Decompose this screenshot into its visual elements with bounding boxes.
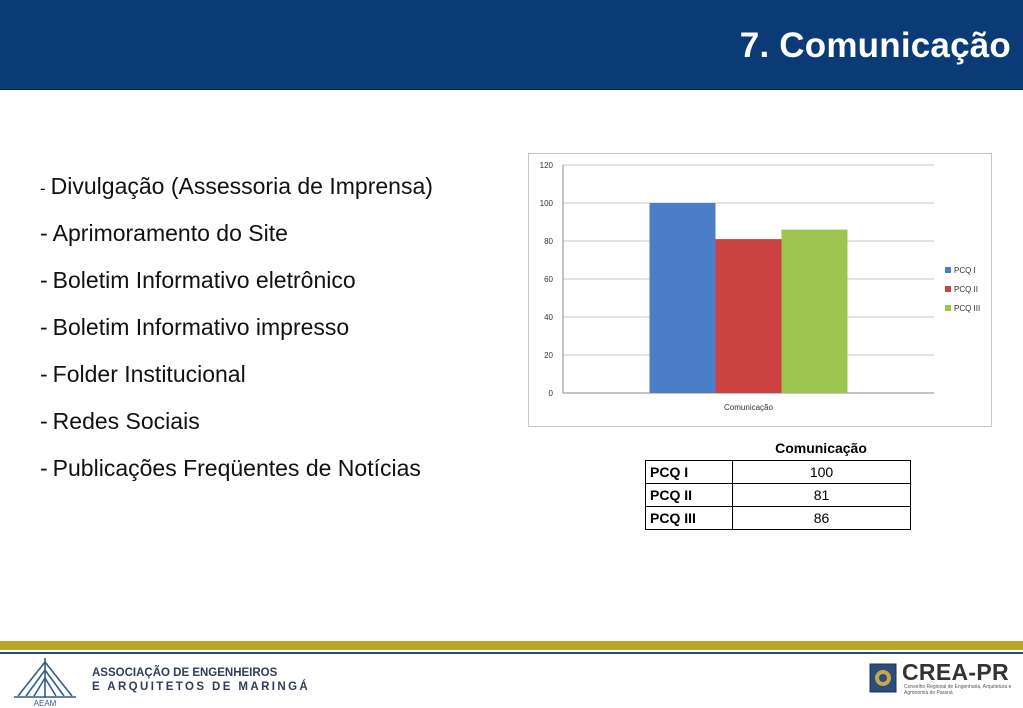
bullet-dash: -	[40, 314, 48, 340]
table-row-value: 86	[733, 507, 911, 530]
legend-swatch	[945, 267, 951, 273]
table-row-label: PCQ II	[646, 484, 733, 507]
crea-logo-icon	[869, 663, 897, 693]
table-row	[646, 484, 911, 507]
table-row-label: PCQ III	[646, 507, 733, 530]
bullet-text: Divulgação (Assessoria de Imprensa)	[50, 173, 433, 199]
table-caption: Comunicação	[775, 440, 867, 456]
bullet-item	[40, 452, 433, 499]
bullet-dash: -	[40, 455, 48, 481]
bar	[650, 203, 716, 393]
bullet-item	[40, 170, 433, 217]
aeam-logo-icon	[8, 656, 82, 708]
table-row	[646, 461, 911, 484]
legend-label: PCQ II	[954, 285, 979, 294]
bullet-dash: -	[40, 179, 46, 198]
bullet-text: Redes Sociais	[52, 408, 200, 434]
table-row-value: 81	[733, 484, 911, 507]
bullet-dash: -	[40, 361, 48, 387]
footer-line	[0, 652, 1023, 654]
bullet-dash: -	[40, 267, 48, 293]
aeam-name	[92, 666, 310, 694]
bullet-text: Boletim Informativo eletrônico	[52, 267, 356, 293]
aeam-name-line1: ASSOCIAÇÃO DE ENGENHEIROS	[92, 667, 278, 679]
y-tick-label: 60	[544, 275, 553, 284]
y-tick-label: 120	[539, 161, 553, 170]
crea-subtitle: Conselho Regional de Engenharia, Arquitetura e Agronomia do Paraná	[904, 684, 1012, 696]
bar-chart	[528, 153, 992, 427]
bullet-text: Folder Institucional	[52, 361, 246, 387]
legend-swatch	[945, 286, 951, 292]
bar	[716, 239, 782, 393]
bullet-item	[40, 311, 433, 358]
bullet-dash: -	[40, 408, 48, 434]
y-tick-label: 0	[548, 389, 553, 398]
bullet-item	[40, 217, 433, 264]
bullet-text: Aprimoramento do Site	[52, 220, 288, 246]
legend-label: PCQ III	[954, 304, 981, 313]
y-tick-label: 100	[539, 199, 553, 208]
y-tick-label: 40	[544, 313, 553, 322]
bar	[782, 230, 848, 393]
y-tick-label: 80	[544, 237, 553, 246]
table-row-label: PCQ I	[646, 461, 733, 484]
legend-label: PCQ I	[954, 266, 976, 275]
crea-name: CREA-PR	[902, 659, 1009, 685]
bar-chart-svg	[529, 154, 991, 426]
bullet-text: Publicações Freqüentes de Notícias	[52, 455, 421, 481]
x-category-label: Comunicação	[724, 403, 773, 412]
bullet-item	[40, 264, 433, 311]
y-tick-label: 20	[544, 351, 553, 360]
bullet-list	[40, 170, 433, 499]
bullet-item	[40, 405, 433, 452]
aeam-abbr: AEAM	[33, 699, 57, 708]
bullet-dash: -	[40, 220, 48, 246]
table-row-value: 100	[733, 461, 911, 484]
bullet-item	[40, 358, 433, 405]
slide-title: 7. Comunicação	[739, 26, 1011, 65]
aeam-name-line2: E ARQUITETOS DE MARINGÁ	[92, 681, 311, 693]
header-bar	[0, 0, 1023, 90]
legend-swatch	[945, 305, 951, 311]
bullet-text: Boletim Informativo impresso	[52, 314, 350, 340]
footer-stripe	[0, 641, 1023, 650]
data-table	[645, 460, 911, 530]
table-row	[646, 507, 911, 530]
